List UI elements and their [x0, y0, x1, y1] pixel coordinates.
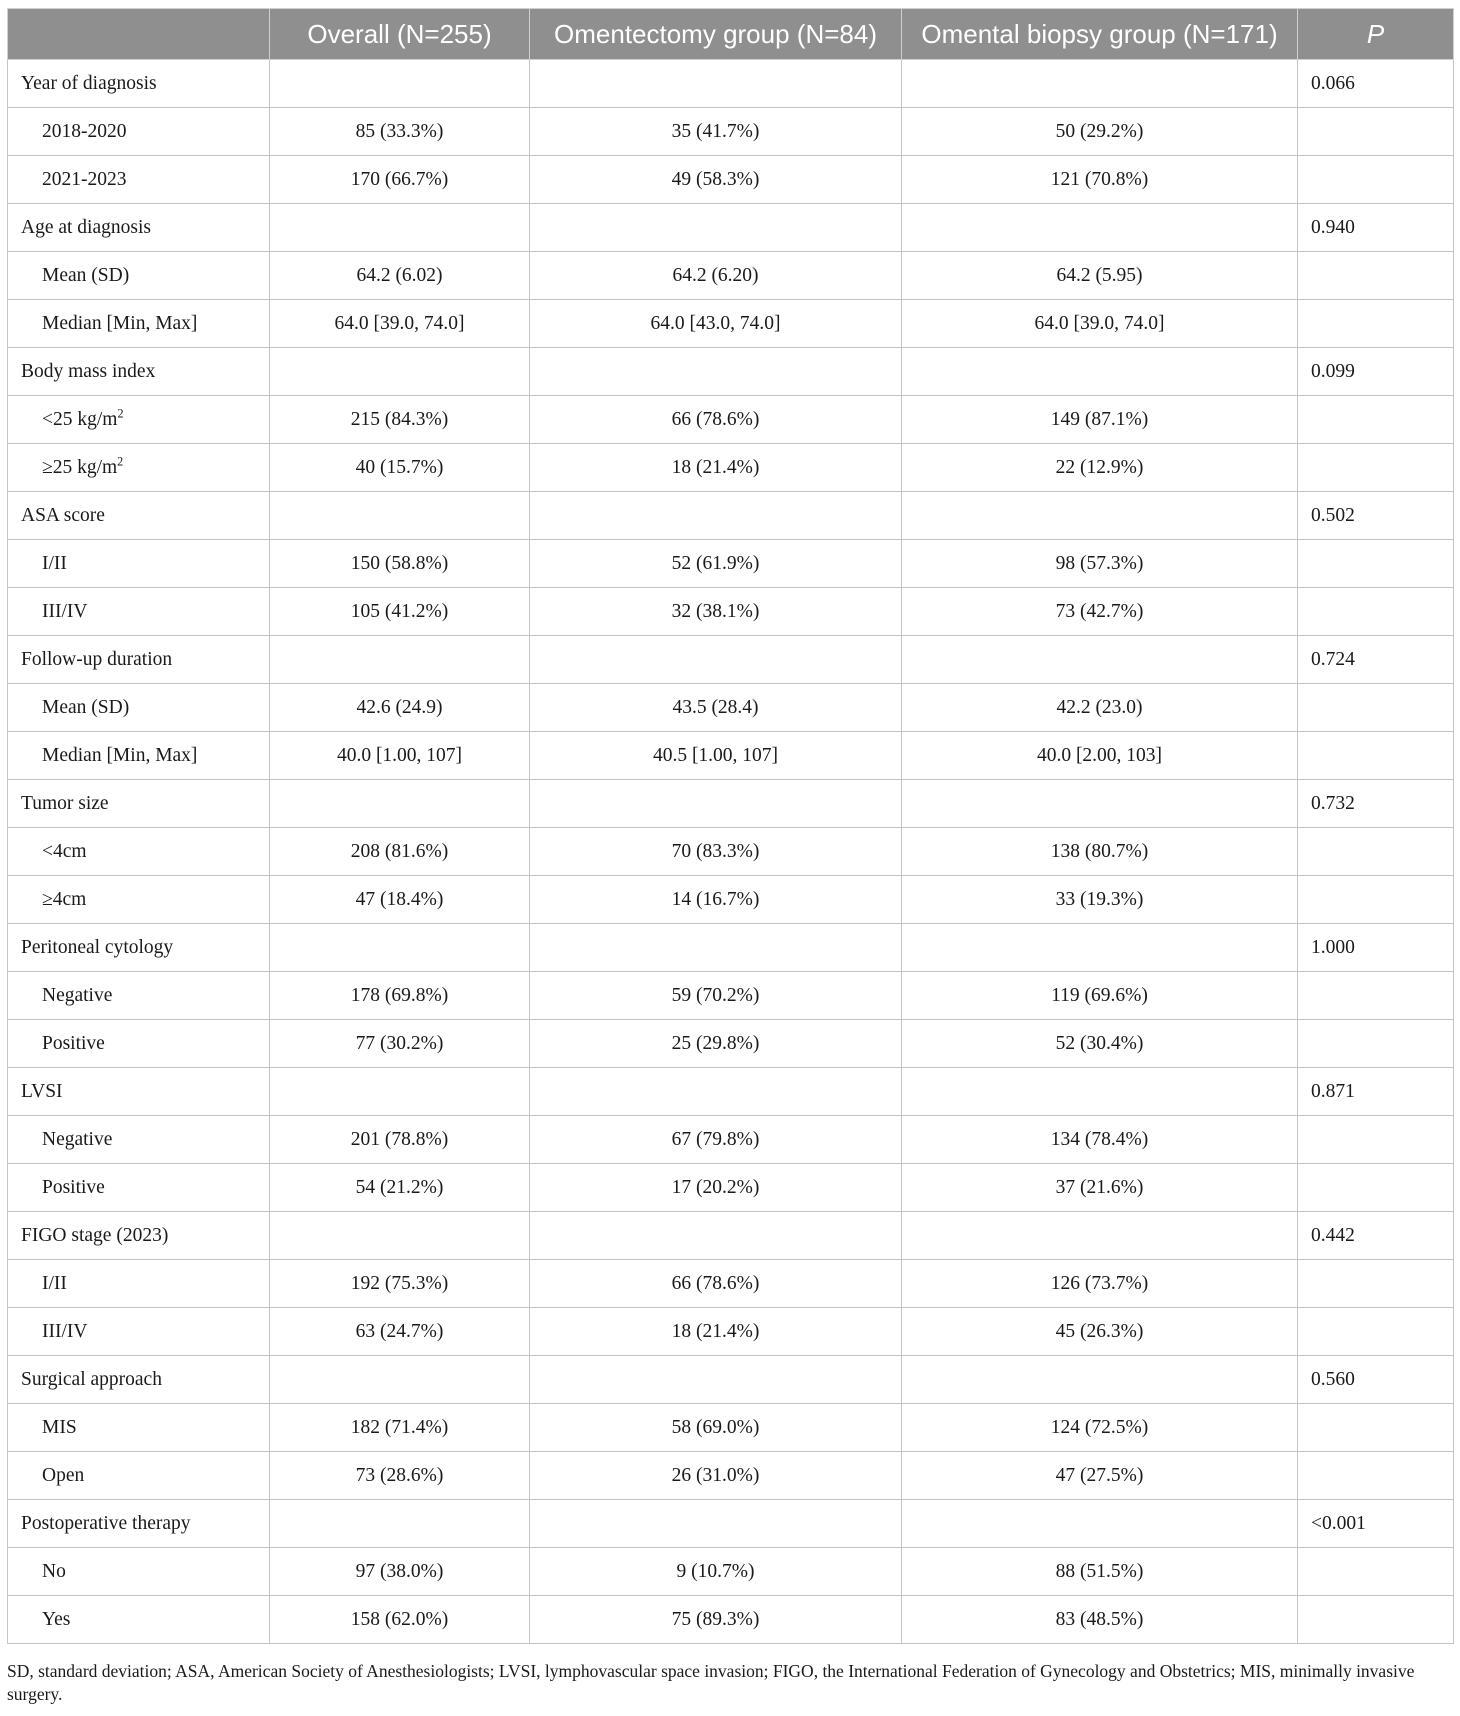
p-value-cell: [1298, 444, 1454, 492]
overall-cell: 77 (30.2%): [270, 1020, 530, 1068]
table-group-row: [8, 636, 1454, 684]
overall-cell: [270, 348, 530, 396]
row-label-text: Open: [42, 1464, 85, 1486]
row-label: [8, 732, 270, 780]
omental-biopsy-cell: [902, 1212, 1298, 1260]
table-row: [8, 108, 1454, 156]
row-label-text: <4cm: [42, 840, 87, 862]
omentectomy-cell: 25 (29.8%): [530, 1020, 902, 1068]
table-row: [8, 1404, 1454, 1452]
omentectomy-cell: 52 (61.9%): [530, 540, 902, 588]
row-label-text: III/IV: [42, 600, 88, 622]
table-row: [8, 972, 1454, 1020]
row-label-text: I/II: [42, 1272, 67, 1294]
table-row: [8, 252, 1454, 300]
row-label-text: Median [Min, Max]: [42, 312, 198, 334]
p-value-cell: [1298, 1596, 1454, 1644]
omentectomy-cell: [530, 924, 902, 972]
omental-biopsy-cell: 138 (80.7%): [902, 828, 1298, 876]
p-value-cell: [1298, 876, 1454, 924]
omental-biopsy-cell: 64.2 (5.95): [902, 252, 1298, 300]
p-value-cell: [1298, 396, 1454, 444]
row-label-text: ≥25 kg/m: [42, 456, 118, 478]
overall-cell: [270, 924, 530, 972]
omental-biopsy-cell: 73 (42.7%): [902, 588, 1298, 636]
omentectomy-cell: [530, 1356, 902, 1404]
omental-biopsy-cell: [902, 1068, 1298, 1116]
table-group-row: [8, 1500, 1454, 1548]
group-label: [8, 60, 270, 108]
group-label: [8, 1356, 270, 1404]
p-value-cell: [1298, 156, 1454, 204]
omentectomy-cell: 43.5 (28.4): [530, 684, 902, 732]
row-label-text: Mean (SD): [42, 696, 130, 718]
p-value-cell: [1298, 588, 1454, 636]
omental-biopsy-cell: 22 (12.9%): [902, 444, 1298, 492]
row-label-text: No: [42, 1560, 66, 1582]
omentectomy-cell: 18 (21.4%): [530, 444, 902, 492]
omental-biopsy-cell: [902, 924, 1298, 972]
overall-cell: 215 (84.3%): [270, 396, 530, 444]
table-row: [8, 1548, 1454, 1596]
p-value-cell: [1298, 1260, 1454, 1308]
omentectomy-cell: [530, 204, 902, 252]
omentectomy-cell: 18 (21.4%): [530, 1308, 902, 1356]
row-label: [8, 396, 270, 444]
p-value-cell: 0.940: [1298, 204, 1454, 252]
row-label-text: Age at diagnosis: [21, 216, 151, 238]
p-value-cell: 0.099: [1298, 348, 1454, 396]
omental-biopsy-cell: 47 (27.5%): [902, 1452, 1298, 1500]
table-row: [8, 684, 1454, 732]
omentectomy-cell: 75 (89.3%): [530, 1596, 902, 1644]
p-value-cell: [1298, 108, 1454, 156]
table-row: [8, 588, 1454, 636]
group-label: [8, 348, 270, 396]
omental-biopsy-cell: 40.0 [2.00, 103]: [902, 732, 1298, 780]
table-group-row: [8, 60, 1454, 108]
overall-cell: [270, 636, 530, 684]
group-label: [8, 636, 270, 684]
row-label-text: Negative: [42, 1128, 113, 1150]
p-value-cell: 0.502: [1298, 492, 1454, 540]
overall-cell: 73 (28.6%): [270, 1452, 530, 1500]
p-value-cell: 0.442: [1298, 1212, 1454, 1260]
omental-biopsy-cell: [902, 1500, 1298, 1548]
overall-cell: 85 (33.3%): [270, 108, 530, 156]
omentectomy-cell: 70 (83.3%): [530, 828, 902, 876]
omental-biopsy-cell: [902, 60, 1298, 108]
omentectomy-cell: [530, 780, 902, 828]
omental-biopsy-cell: [902, 780, 1298, 828]
row-label-text: FIGO stage (2023): [21, 1224, 169, 1246]
omentectomy-cell: [530, 1500, 902, 1548]
omental-biopsy-cell: 64.0 [39.0, 74.0]: [902, 300, 1298, 348]
row-label-text: Peritoneal cytology: [21, 936, 174, 958]
overall-cell: 40 (15.7%): [270, 444, 530, 492]
omentectomy-cell: [530, 492, 902, 540]
header-p-value: P: [1298, 9, 1454, 60]
omental-biopsy-cell: 45 (26.3%): [902, 1308, 1298, 1356]
omentectomy-cell: 66 (78.6%): [530, 1260, 902, 1308]
omental-biopsy-cell: [902, 492, 1298, 540]
row-label: [8, 444, 270, 492]
omental-biopsy-cell: 124 (72.5%): [902, 1404, 1298, 1452]
overall-cell: 97 (38.0%): [270, 1548, 530, 1596]
overall-cell: 208 (81.6%): [270, 828, 530, 876]
omentectomy-cell: 59 (70.2%): [530, 972, 902, 1020]
row-label: [8, 1548, 270, 1596]
row-label-text: LVSI: [21, 1080, 63, 1102]
p-value-cell: [1298, 1308, 1454, 1356]
row-label-text: Positive: [42, 1176, 105, 1198]
table-group-row: [8, 204, 1454, 252]
omental-biopsy-cell: 83 (48.5%): [902, 1596, 1298, 1644]
omentectomy-cell: 14 (16.7%): [530, 876, 902, 924]
row-label-text: ASA score: [21, 504, 105, 526]
table-row: [8, 1260, 1454, 1308]
overall-cell: [270, 204, 530, 252]
row-label-text: Body mass index: [21, 360, 156, 382]
omentectomy-cell: 64.2 (6.20): [530, 252, 902, 300]
row-label-text: <25 kg/m: [42, 408, 118, 430]
p-value-cell: [1298, 1548, 1454, 1596]
omental-biopsy-cell: 52 (30.4%): [902, 1020, 1298, 1068]
p-value-cell: [1298, 540, 1454, 588]
overall-cell: [270, 1212, 530, 1260]
overall-cell: [270, 1500, 530, 1548]
overall-cell: 105 (41.2%): [270, 588, 530, 636]
omental-biopsy-cell: 88 (51.5%): [902, 1548, 1298, 1596]
overall-cell: [270, 780, 530, 828]
group-label: [8, 780, 270, 828]
baseline-characteristics-table: [7, 8, 1454, 1644]
table-group-row: [8, 924, 1454, 972]
omental-biopsy-cell: 33 (19.3%): [902, 876, 1298, 924]
table-row: [8, 396, 1454, 444]
row-label: [8, 828, 270, 876]
row-label: [8, 588, 270, 636]
omental-biopsy-cell: 37 (21.6%): [902, 1164, 1298, 1212]
row-label: [8, 1452, 270, 1500]
omental-biopsy-cell: 119 (69.6%): [902, 972, 1298, 1020]
table-row: [8, 876, 1454, 924]
row-label: [8, 1116, 270, 1164]
table-footnote: SD, standard deviation; ASA, American Society of Anesthesiologists; LVSI, lymphovascular space invasion; FIGO, the International Federation of Gynecology and Obstetrics; MIS, minimally invasive surgery.: [7, 1661, 1415, 1704]
omental-biopsy-cell: 42.2 (23.0): [902, 684, 1298, 732]
omentectomy-cell: 26 (31.0%): [530, 1452, 902, 1500]
omentectomy-cell: 40.5 [1.00, 107]: [530, 732, 902, 780]
row-label: [8, 972, 270, 1020]
omentectomy-cell: 66 (78.6%): [530, 396, 902, 444]
row-label-text: Mean (SD): [42, 264, 130, 286]
table-row: [8, 1020, 1454, 1068]
omental-biopsy-cell: 126 (73.7%): [902, 1260, 1298, 1308]
row-label-text: Follow-up duration: [21, 648, 173, 670]
row-label-text: Negative: [42, 984, 113, 1006]
omental-biopsy-cell: 98 (57.3%): [902, 540, 1298, 588]
row-label: [8, 1596, 270, 1644]
omentectomy-cell: [530, 1068, 902, 1116]
row-label-text: III/IV: [42, 1320, 88, 1342]
unit-superscript: 2: [117, 406, 124, 420]
table-row: [8, 1164, 1454, 1212]
group-label: [8, 204, 270, 252]
overall-cell: [270, 1356, 530, 1404]
omental-biopsy-cell: 149 (87.1%): [902, 396, 1298, 444]
row-label: [8, 1404, 270, 1452]
overall-cell: 192 (75.3%): [270, 1260, 530, 1308]
row-label: [8, 1260, 270, 1308]
table-row: [8, 540, 1454, 588]
header-row: [8, 9, 1454, 60]
row-label: [8, 300, 270, 348]
table-group-row: [8, 348, 1454, 396]
omentectomy-cell: 64.0 [43.0, 74.0]: [530, 300, 902, 348]
header-omentectomy-group: Omentectomy group (N=84): [530, 9, 902, 60]
row-label: [8, 252, 270, 300]
table-body: [8, 60, 1454, 1644]
baseline-characteristics-table-container: [7, 8, 1453, 1644]
overall-cell: 42.6 (24.9): [270, 684, 530, 732]
table-row: [8, 1596, 1454, 1644]
group-label: [8, 492, 270, 540]
overall-cell: 64.2 (6.02): [270, 252, 530, 300]
row-label-text: Positive: [42, 1032, 105, 1054]
group-label: [8, 1500, 270, 1548]
overall-cell: 63 (24.7%): [270, 1308, 530, 1356]
omental-biopsy-cell: [902, 1356, 1298, 1404]
p-value-cell: [1298, 1452, 1454, 1500]
table-row: [8, 156, 1454, 204]
header-overall: Overall (N=255): [270, 9, 530, 60]
row-label: [8, 1164, 270, 1212]
omental-biopsy-cell: [902, 636, 1298, 684]
overall-cell: [270, 60, 530, 108]
table-row: [8, 732, 1454, 780]
omentectomy-cell: 67 (79.8%): [530, 1116, 902, 1164]
table-row: [8, 444, 1454, 492]
row-label: [8, 1308, 270, 1356]
row-label-text: I/II: [42, 552, 67, 574]
overall-cell: 178 (69.8%): [270, 972, 530, 1020]
p-value-cell: [1298, 972, 1454, 1020]
overall-cell: 47 (18.4%): [270, 876, 530, 924]
row-label: [8, 684, 270, 732]
p-value-cell: 0.871: [1298, 1068, 1454, 1116]
table-group-row: [8, 1068, 1454, 1116]
omentectomy-cell: [530, 60, 902, 108]
p-value-cell: 0.724: [1298, 636, 1454, 684]
p-value-cell: <0.001: [1298, 1500, 1454, 1548]
p-value-cell: [1298, 828, 1454, 876]
row-label: [8, 108, 270, 156]
p-value-cell: [1298, 252, 1454, 300]
omentectomy-cell: 17 (20.2%): [530, 1164, 902, 1212]
overall-cell: 182 (71.4%): [270, 1404, 530, 1452]
row-label-text: Median [Min, Max]: [42, 744, 198, 766]
p-value-cell: [1298, 1116, 1454, 1164]
overall-cell: 201 (78.8%): [270, 1116, 530, 1164]
overall-cell: [270, 492, 530, 540]
unit-superscript: 2: [117, 454, 124, 468]
table-row: [8, 300, 1454, 348]
p-value-cell: 1.000: [1298, 924, 1454, 972]
row-label-text: Surgical approach: [21, 1368, 162, 1390]
p-value-cell: [1298, 732, 1454, 780]
omental-biopsy-cell: [902, 348, 1298, 396]
omentectomy-cell: [530, 1212, 902, 1260]
group-label: [8, 1212, 270, 1260]
header-variable: [8, 9, 270, 60]
overall-cell: 158 (62.0%): [270, 1596, 530, 1644]
table-row: [8, 1452, 1454, 1500]
table-group-row: [8, 1212, 1454, 1260]
p-value-cell: 0.066: [1298, 60, 1454, 108]
omentectomy-cell: 58 (69.0%): [530, 1404, 902, 1452]
row-label-text: Tumor size: [21, 792, 109, 814]
table-group-row: [8, 1356, 1454, 1404]
omentectomy-cell: 32 (38.1%): [530, 588, 902, 636]
omental-biopsy-cell: 50 (29.2%): [902, 108, 1298, 156]
row-label-text: Year of diagnosis: [21, 72, 157, 94]
group-label: [8, 924, 270, 972]
row-label-text: MIS: [42, 1416, 77, 1438]
p-value-cell: 0.732: [1298, 780, 1454, 828]
p-value-cell: [1298, 1404, 1454, 1452]
row-label-text: ≥4cm: [42, 888, 87, 910]
table-row: [8, 828, 1454, 876]
header-omental-biopsy-group: Omental biopsy group (N=171): [902, 9, 1298, 60]
row-label: [8, 156, 270, 204]
overall-cell: 54 (21.2%): [270, 1164, 530, 1212]
p-value-cell: [1298, 1164, 1454, 1212]
omentectomy-cell: 9 (10.7%): [530, 1548, 902, 1596]
omentectomy-cell: 49 (58.3%): [530, 156, 902, 204]
overall-cell: 170 (66.7%): [270, 156, 530, 204]
omental-biopsy-cell: 134 (78.4%): [902, 1116, 1298, 1164]
overall-cell: [270, 1068, 530, 1116]
p-value-cell: [1298, 300, 1454, 348]
row-label: [8, 1020, 270, 1068]
omentectomy-cell: 35 (41.7%): [530, 108, 902, 156]
row-label-text: Postoperative therapy: [21, 1512, 191, 1534]
table-row: [8, 1116, 1454, 1164]
omental-biopsy-cell: 121 (70.8%): [902, 156, 1298, 204]
row-label-text: Yes: [42, 1608, 71, 1630]
row-label-text: 2018-2020: [42, 120, 127, 142]
group-label: [8, 1068, 270, 1116]
row-label-text: 2021-2023: [42, 168, 127, 190]
overall-cell: 150 (58.8%): [270, 540, 530, 588]
table-row: [8, 1308, 1454, 1356]
overall-cell: 64.0 [39.0, 74.0]: [270, 300, 530, 348]
omental-biopsy-cell: [902, 204, 1298, 252]
overall-cell: 40.0 [1.00, 107]: [270, 732, 530, 780]
row-label: [8, 540, 270, 588]
p-value-cell: [1298, 684, 1454, 732]
omentectomy-cell: [530, 636, 902, 684]
table-header: [8, 9, 1454, 60]
row-label: [8, 876, 270, 924]
table-group-row: [8, 492, 1454, 540]
p-value-cell: 0.560: [1298, 1356, 1454, 1404]
p-value-cell: [1298, 1020, 1454, 1068]
omentectomy-cell: [530, 348, 902, 396]
table-group-row: [8, 780, 1454, 828]
